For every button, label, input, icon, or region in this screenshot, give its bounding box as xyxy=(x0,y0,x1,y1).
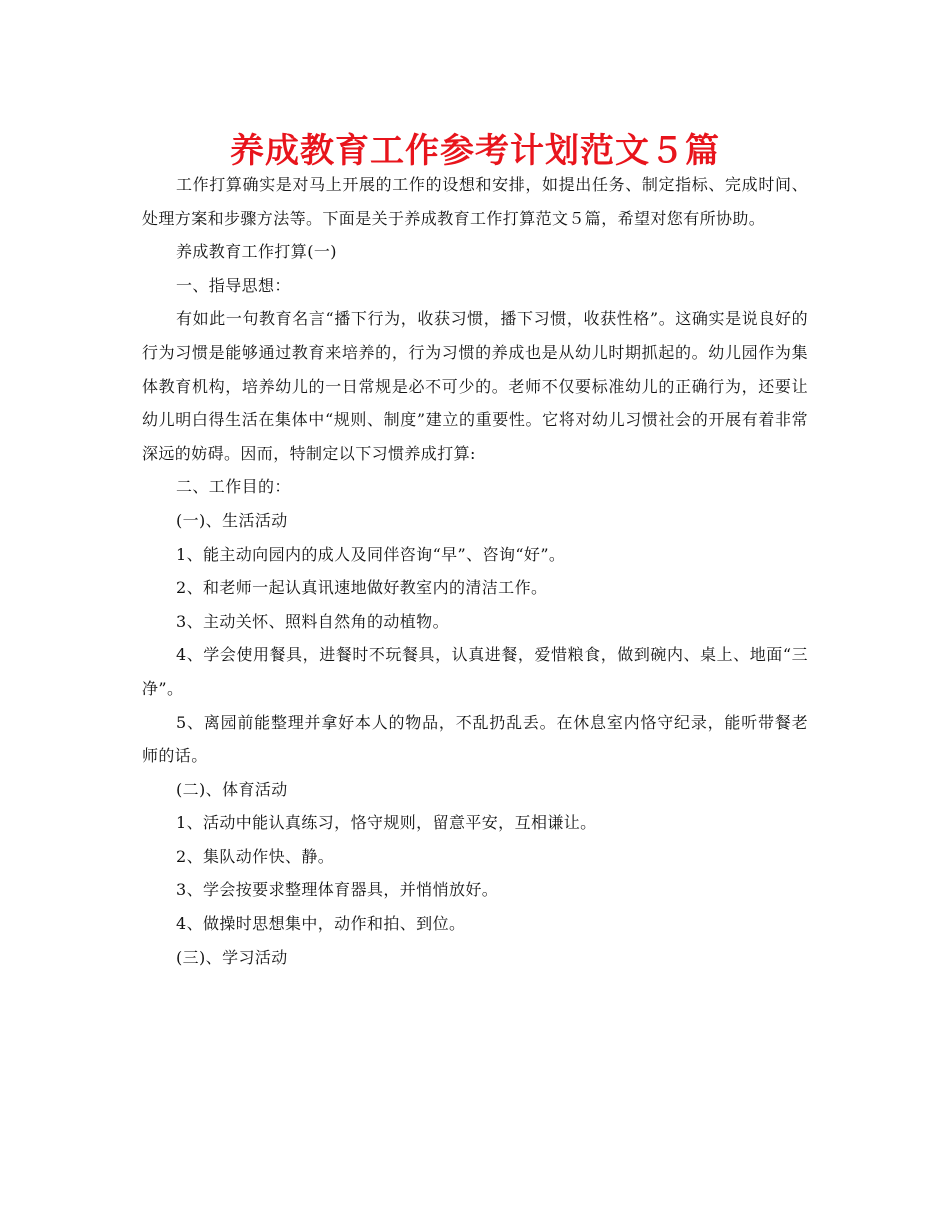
paragraph-list-item: 3、学会按要求整理体育器具，并悄悄放好。 xyxy=(176,880,499,900)
paragraph-list-item: 1、能主动向园内的成人及同伴咨询“早”、咨询“好”。 xyxy=(176,544,566,564)
paragraph-section-heading: 二、工作目的： xyxy=(176,477,291,497)
paragraph-list-item: 2、集队动作快、静。 xyxy=(176,846,335,866)
paragraph-plan-heading: 养成教育工作打算(一) xyxy=(176,242,337,262)
paragraph-subsection-heading: (一)、生活活动 xyxy=(176,510,288,530)
paragraph-intro: 工作打算确实是对马上开展的工作的设想和安排，如提出任务、制定指标、完成时间、处理方案和步骤方法等。下面是关于养成教育工作打算范文５篇，希望对您有所协助。 xyxy=(142,175,808,228)
paragraph-list-item: 1、活动中能认真练习，恪守规则，留意平安，互相谦让。 xyxy=(176,813,597,833)
paragraph-list-item: 2、和老师一起认真讯速地做好教室内的清洁工作。 xyxy=(176,578,548,598)
paragraph-subsection-heading: (二)、体育活动 xyxy=(176,779,288,799)
paragraph-section-heading: 一、指导思想： xyxy=(176,275,291,295)
paragraph-guiding-ideas: 有如此一句教育名言“播下行为，收获习惯，播下习惯，收获性格”。这确实是说良好的行为习惯是能够通过教育来培养的，行为习惯的养成也是从幼儿时期抓起的。幼儿园作为集体教育机构，培养幼儿的一日常规是必不可少的。老师不仅要标准幼儿的正确行为，还要让幼儿明白得生活在集体中“规则、制度”建立的重要性。它将对幼儿习惯社会的开展有着非常深远的妨碍。因而，特制定以下习惯养成打算: xyxy=(142,309,808,463)
document-body xyxy=(142,168,808,974)
paragraph-subsection-heading: (三)、学习活动 xyxy=(176,947,288,967)
paragraph-list-item: 3、主动关怀、照料自然角的动植物。 xyxy=(176,611,449,631)
document-title: 养成教育工作参考计划范文５篇 xyxy=(230,131,720,171)
paragraph-list-item: 4、做操时思想集中，动作和拍、到位。 xyxy=(176,914,466,934)
paragraph-list-item: 5、离园前能整理并拿好本人的物品，不乱扔乱丢。在休息室内恪守纪录，能听带餐老师的话。 xyxy=(142,712,808,766)
paragraph-list-item: 4、学会使用餐具，进餐时不玩餐具，认真进餐，爱惜粮食，做到碗内、桌上、地面“三净”。 xyxy=(142,645,808,698)
